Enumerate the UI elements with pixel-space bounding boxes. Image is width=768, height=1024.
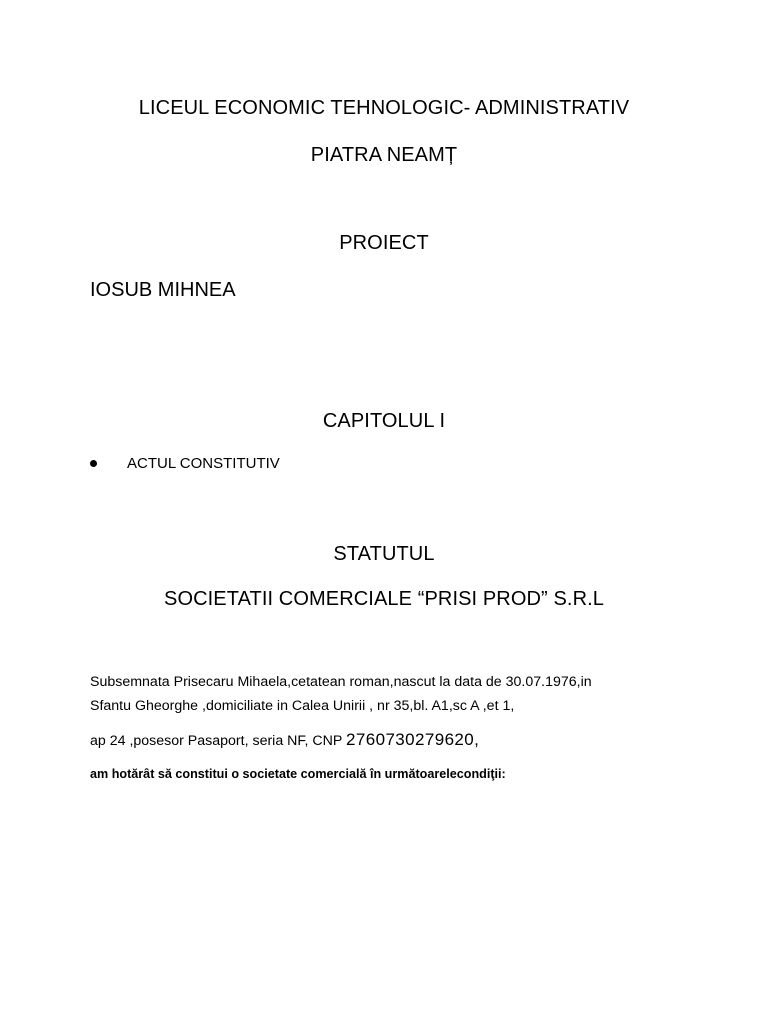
project-label: PROIECT <box>339 232 429 254</box>
statute-title: STATUTUL <box>333 543 435 565</box>
company-title: SOCIETATII COMERCIALE “PRISI PROD” S.R.L <box>164 588 604 610</box>
cnp-value: 2760730279620 <box>346 730 475 749</box>
paragraph-line-3 <box>90 730 710 750</box>
paragraph-line-3-prefix: ap 24 ,posesor Pasaport, seria NF, CNP <box>90 733 347 749</box>
city-heading: PIATRA NEAMȚ <box>310 144 458 166</box>
bullet-list-item <box>90 455 280 472</box>
chapter-heading: CAPITOLUL I <box>322 410 446 432</box>
paragraph-line-4: am hotărât să constitui o societate comercială în următoarelecondiţii: <box>90 767 506 781</box>
paragraph-line-1: Subsemnata Prisecaru Mihaela,cetatean roman,nascut la data de 30.07.1976,in <box>90 674 592 690</box>
paragraph-line-2: Sfantu Gheorghe ,domiciliate in Calea Unirii , nr 35,bl. A1,sc A ,et 1, <box>90 698 515 714</box>
author-name: IOSUB MIHNEA <box>90 279 236 301</box>
bullet-item-label: ACTUL CONSTITUTIV <box>127 455 280 472</box>
paragraph-line-3-suffix: , <box>474 730 480 749</box>
school-name-heading: LICEUL ECONOMIC TEHNOLOGIC- ADMINISTRATIV <box>138 97 630 119</box>
bullet-icon <box>90 460 97 467</box>
